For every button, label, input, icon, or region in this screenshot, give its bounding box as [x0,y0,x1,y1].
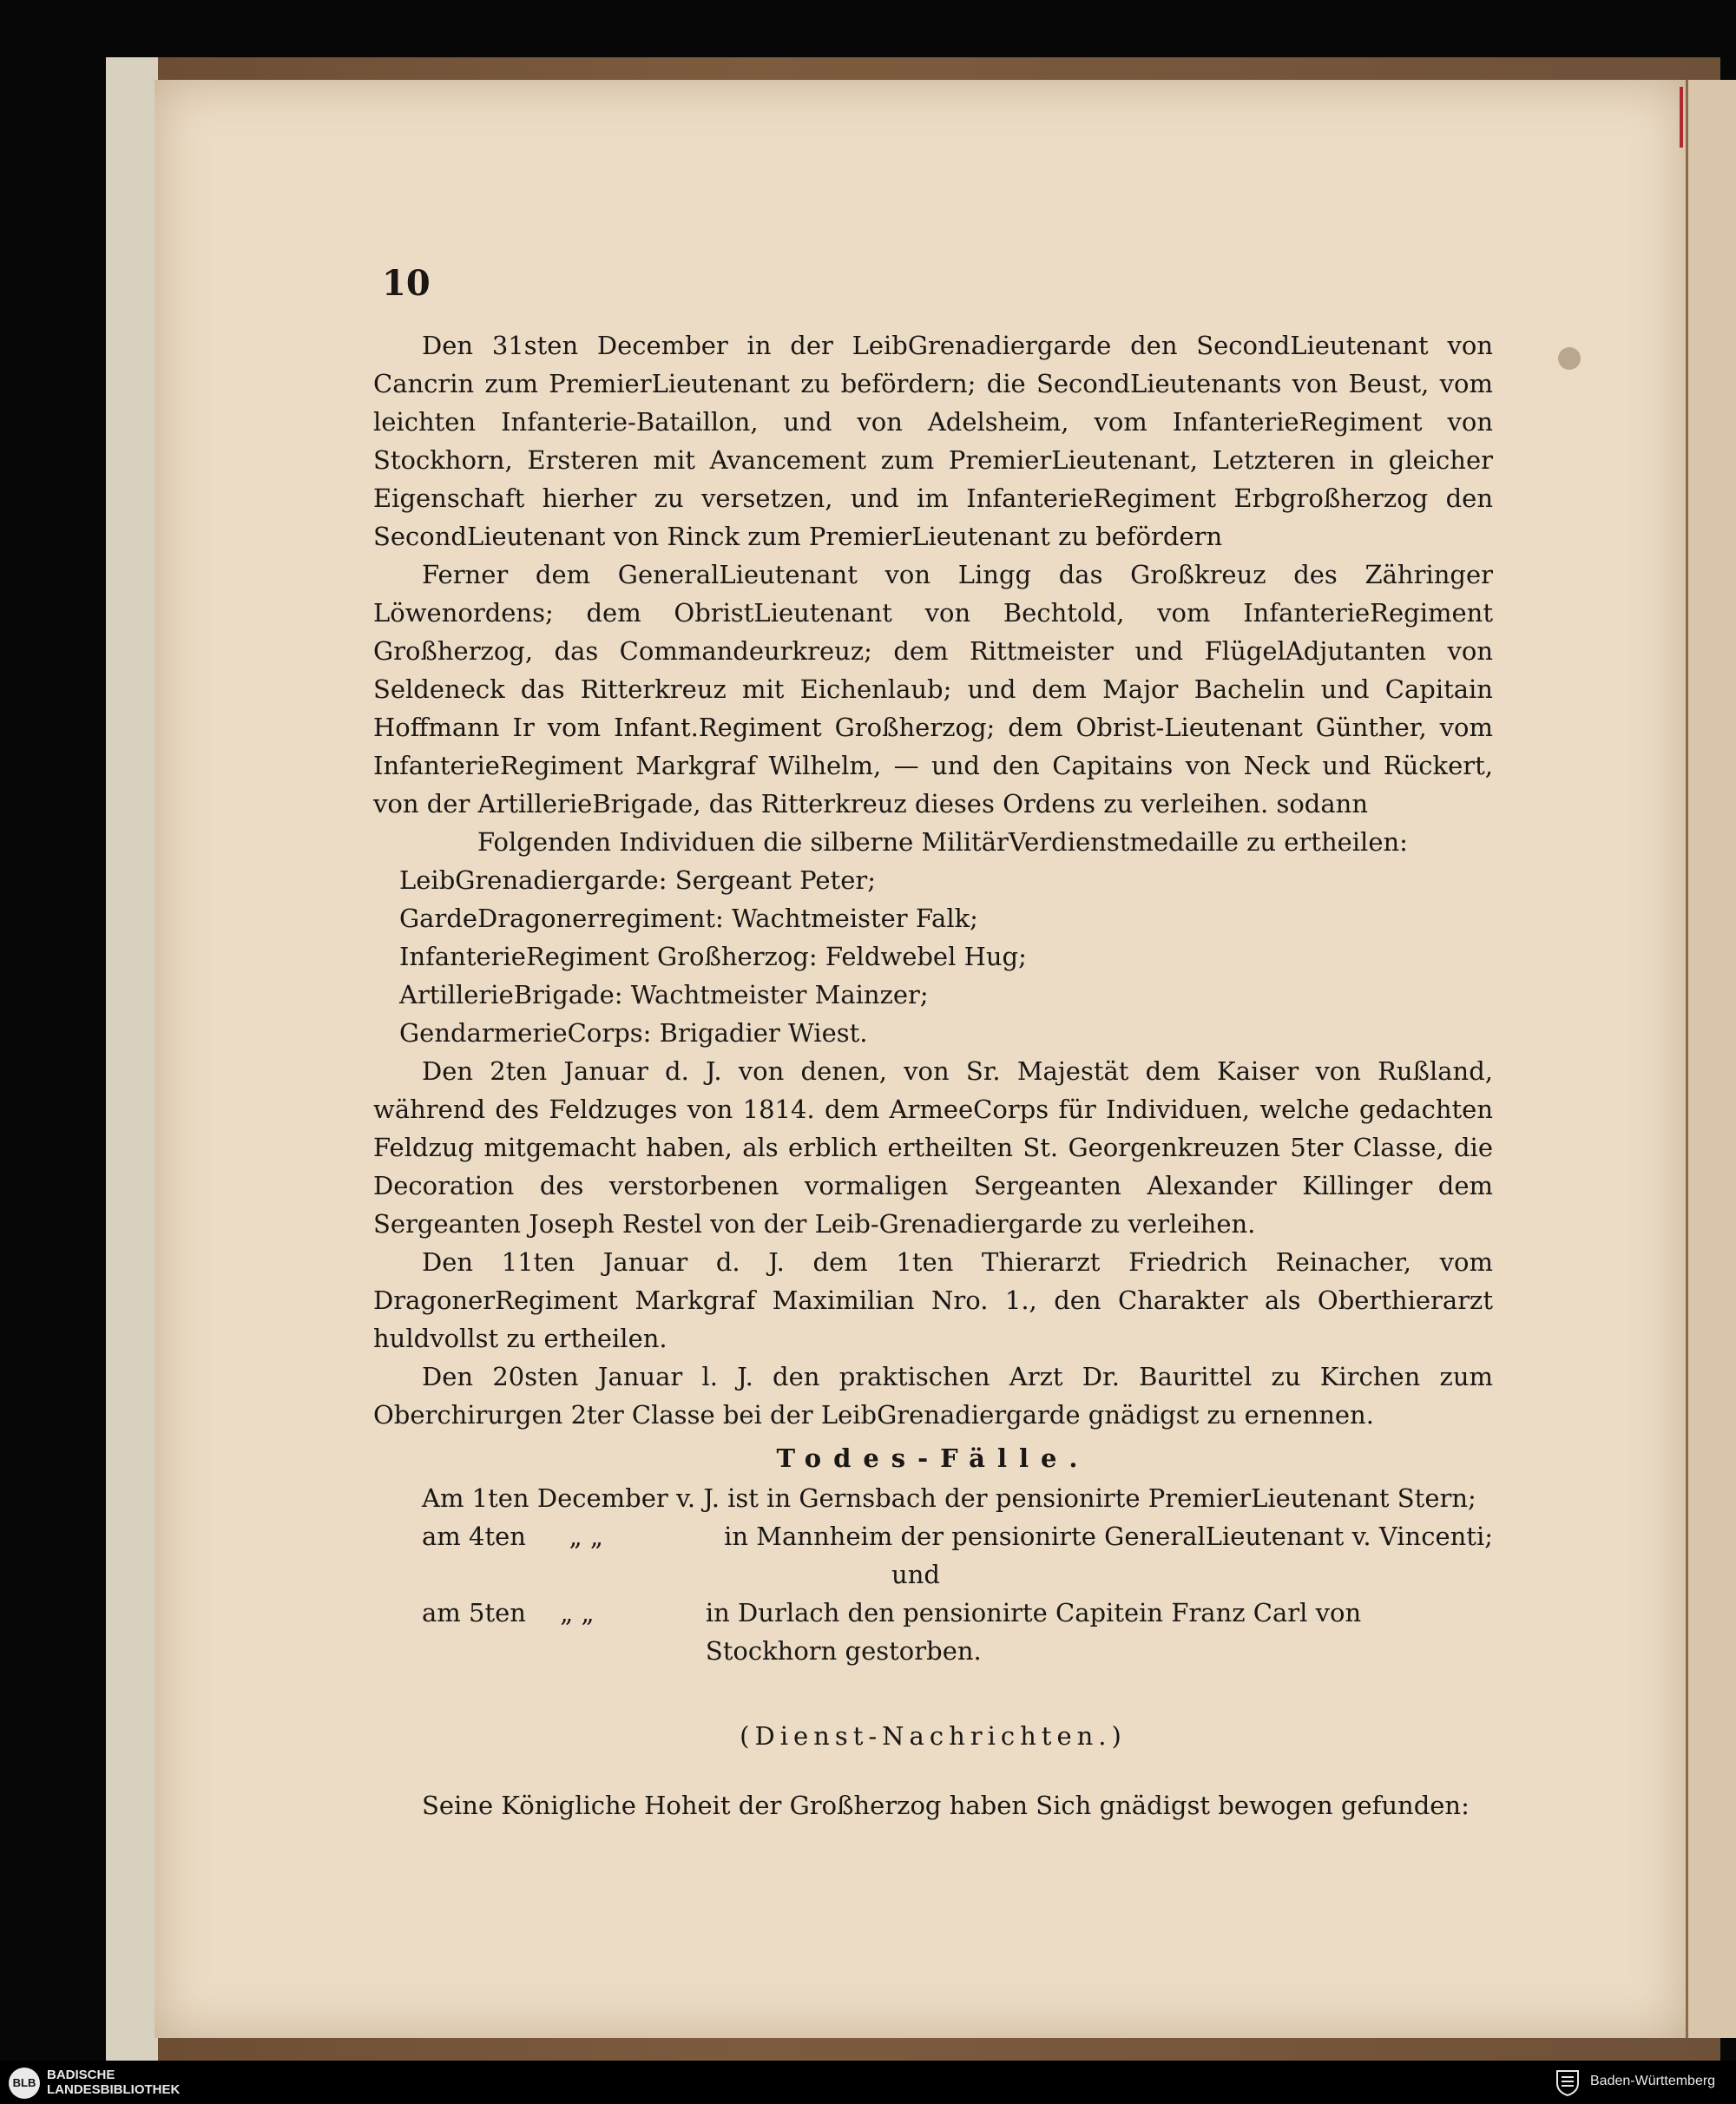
deaths-heading: Todes-Fälle. [776,1443,1090,1473]
paragraph: Den 20sten Januar l. J. den praktischen Arzt Dr. Baurittel zu Kirchen zum Oberchirurgen 2ter Classe bei der LeibGrenadiergarde gnädigst zu ernennen. [373,1362,1493,1430]
list-item: InfanterieRegiment Großherzog: Feldwebel Hug; [399,942,1027,971]
paragraph: Ferner dem GeneralLieutenant von Lingg das Großkreuz des Zähringer Löwenordens; dem ObristLieutenant von Bechtold, vom InfanterieRegiment Großherzog, das Commandeurkreuz; dem Rittmeister und FlügelAdjutanten von Seldeneck das Ritterkreuz mit Eichenlaub; und dem Major Bachelin und Capitain Hoffmann Ir vom Infant.Regiment Großherzog; dem Obrist-Lieutenant Günther, vom InfanterieRegiment Markgraf Wilhelm, — und den Capitains von Neck und Rückert, von der ArtillerieBrigade, das Ritterkreuz dieses Ordens zu verleihen. sodann [373,560,1493,819]
facing-page-edge [1686,80,1736,2038]
paragraph: Seine Königliche Hoheit der Großherzog haben Sich gnädigst bewogen gefunden: [422,1791,1470,1820]
list-item: ArtillerieBrigade: Wachtmeister Mainzer; [399,980,929,1009]
paragraph: Den 11ten Januar d. J. dem 1ten Thierarzt Friedrich Reinacher, vom DragonerRegiment Markgraf Maximilian Nro. 1., den Charakter als Oberthierarzt huldvollst zu ertheilen. [373,1247,1493,1353]
list-item: LeibGrenadiergarde: Sergeant Peter; [399,865,876,895]
red-page-edge [1680,87,1683,148]
death-date: am 4ten [422,1522,526,1551]
list-item: GardeDragonerregiment: Wachtmeister Falk; [399,904,978,933]
section-heading: (Dienst-Nachrichten.) [740,1721,1127,1751]
death-date: Am 1ten December v. J. [422,1483,720,1513]
death-entry [373,1594,1493,1670]
paragraph: Den 31sten December in der LeibGrenadiergarde den SecondLieutenant von Cancrin zum PremierLieutenant zu befördern; die SecondLieutenants von Beust, vom leichten Infanterie-Bataillon, und von Adelsheim, vom InfanterieRegiment von Stockhorn, Ersteren mit Avancement zum PremierLieutenant, Letzteren in gleicher Eigenschaft hierher zu versetzen, und im InfanterieRegiment Erbgroßherzog den SecondLieutenant von Rinck zum PremierLieutenant zu befördern [373,331,1493,551]
list-item: GendarmerieCorps: Brigadier Wiest. [399,1018,868,1048]
paragraph: Den 2ten Januar d. J. von denen, von Sr. Majestät dem Kaiser von Rußland, während des Feldzuges von 1814. dem ArmeeCorps für Individuen, welche gedachten Feldzug mitgemacht haben, als erblich ertheilten St. Georgenkreuzen 5ter Classe, die Decoration des verstorbenen vormaligen Sergeanten Alexander Killinger dem Sergeanten Joseph Restel von der Leib-Grenadiergarde zu verleihen. [373,1056,1493,1239]
death-text: ist in Gernsbach der pensionirte PremierLieutenant Stern; [727,1483,1476,1513]
death-text: in Mannheim der pensionirte GeneralLieutenant v. Vincenti; [724,1522,1493,1551]
pin-hole [1558,347,1581,370]
book-spine-strip [106,57,158,2069]
death-date: am 5ten [422,1598,526,1627]
paragraph: Folgenden Individuen die silberne MilitärVerdienstmedaille zu ertheilen: [477,827,1408,857]
library-name [47,2068,180,2097]
library-name-line: LANDESBIBLIOTHEK [47,2082,181,2097]
page-number: 10 [382,263,431,304]
und-connector: und [891,1560,940,1589]
death-entry [373,1479,1493,1517]
state-name: Baden-Württemberg [1590,2074,1716,2088]
death-text: in Durlach den pensionirte Capitein Franz Carl von Stockhorn gestorben. [705,1598,1362,1666]
library-name-line: BADISCHE [47,2068,115,2082]
ditto-marks: „ „ [569,1522,603,1551]
ditto-marks: „ „ [560,1598,595,1627]
page-text [373,260,1493,1825]
blb-logo[interactable]: BLB [9,2068,40,2099]
death-entry [373,1517,1493,1555]
medal-list [373,861,1493,1052]
footer-bar [0,2061,1736,2104]
bw-coat-of-arms-icon [1554,2068,1581,2097]
